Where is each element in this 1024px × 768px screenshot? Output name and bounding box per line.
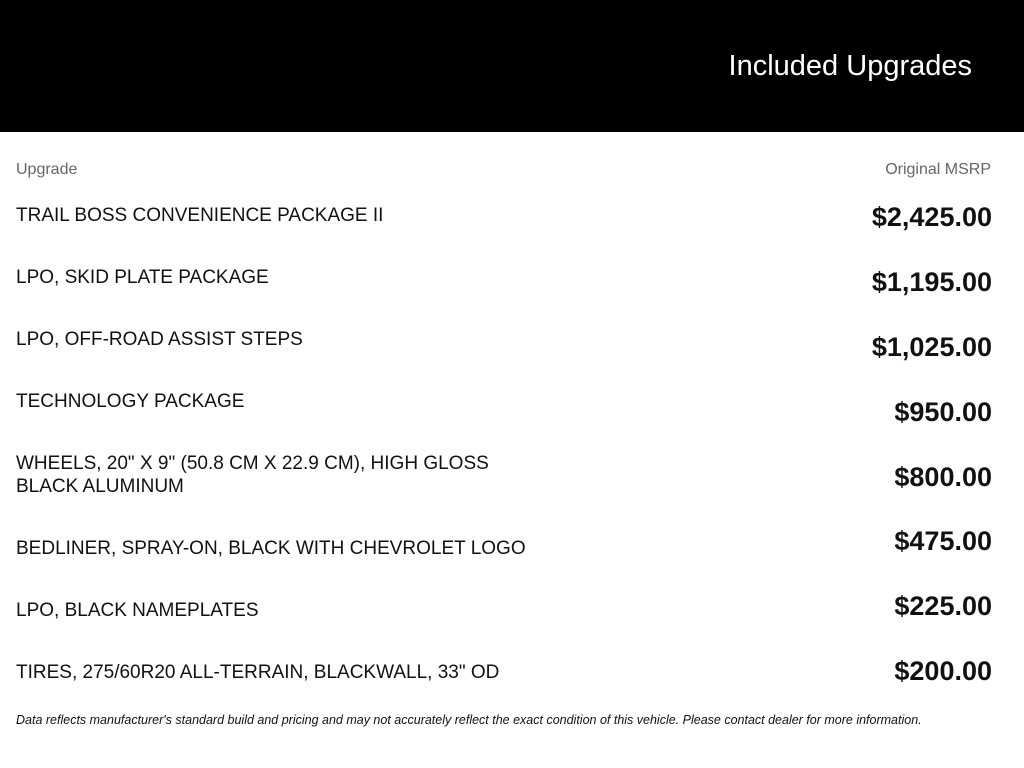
header-banner (0, 0, 1024, 132)
page-title: Included Upgrades (728, 50, 972, 82)
disclaimer-text: Data reflects manufacturer's standard build and pricing and may not accurately reflect the exact condition of this vehicle. Please contact dealer for more information. (16, 713, 922, 727)
upgrade-name: LPO, OFF-ROAD ASSIST STEPS (16, 329, 303, 350)
upgrade-name: LPO, SKID PLATE PACKAGE (16, 267, 269, 288)
upgrade-name: LPO, BLACK NAMEPLATES (16, 600, 259, 621)
upgrade-price: $2,425.00 (871, 202, 992, 232)
upgrade-name: WHEELS, 20" X 9" (50.8 CM X 22.9 CM), HIGH GLOSS BLACK ALUMINUM (16, 453, 489, 497)
upgrade-name: TECHNOLOGY PACKAGE (16, 391, 245, 412)
upgrade-name: TIRES, 275/60R20 ALL-TERRAIN, BLACKWALL, 33" OD (16, 662, 500, 683)
column-header-upgrade: Upgrade (16, 161, 78, 178)
upgrade-price: $950.00 (894, 397, 992, 427)
column-header-msrp: Original MSRP (885, 161, 991, 178)
upgrade-name: BEDLINER, SPRAY-ON, BLACK WITH CHEVROLET LOGO (16, 538, 526, 559)
upgrade-price: $200.00 (894, 656, 992, 686)
upgrade-price: $1,195.00 (871, 267, 992, 297)
upgrade-name: TRAIL BOSS CONVENIENCE PACKAGE II (16, 205, 384, 226)
upgrade-price: $800.00 (894, 462, 992, 492)
upgrade-price: $1,025.00 (871, 332, 992, 362)
upgrade-price: $225.00 (894, 591, 992, 621)
upgrade-price: $475.00 (894, 526, 992, 556)
